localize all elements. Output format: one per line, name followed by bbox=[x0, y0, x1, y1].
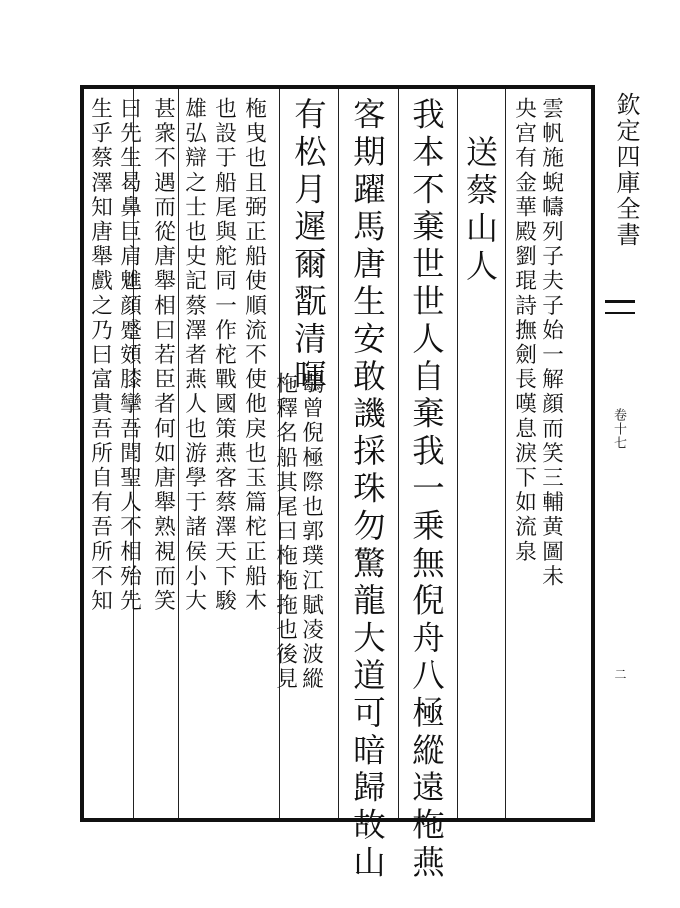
fishtail-mark bbox=[605, 300, 635, 303]
commentary-column: 柂釋名船其尾曰柂柂拖也後見 bbox=[272, 372, 298, 692]
column-rule bbox=[505, 89, 506, 818]
margin-leaf-mark: 二 bbox=[613, 668, 627, 681]
text-column: 有松月遲爾翫清暉 bbox=[289, 97, 328, 397]
commentary-column: 生乎蔡澤知唐舉戲之乃曰富貴吾所自有吾所不知 bbox=[87, 97, 113, 614]
text-column: 我本不棄世世人自棄我一乗無倪舟八極縱遠柂燕 bbox=[407, 97, 446, 883]
frame-bottom-border bbox=[80, 818, 595, 822]
column-rule bbox=[338, 89, 339, 818]
commentary-column: 柂曳也且弼正船使順流不使他戾也玉篇柁正船木 bbox=[241, 97, 267, 614]
commentary-column: 曰先生曷鼻巨肩魋顔蹙頞膝攣吾聞聖人不相殆先 bbox=[116, 97, 142, 614]
text-column: 雲帆施蜺幬列子夫子始一解顔而笑三輔黄圖未 bbox=[538, 97, 564, 589]
column-rule bbox=[178, 89, 179, 818]
text-column: 央宫有金華殿劉琨詩撫劍長嘆息淚下如流泉 bbox=[511, 97, 537, 565]
commentary-column: 雄弘辯之士也史記蔡澤者燕人也游學于諸侯小大 bbox=[181, 97, 207, 614]
commentary-column: 鶡曾倪極際也郭璞江賦凌波縱 bbox=[298, 372, 324, 692]
frame-right-border bbox=[591, 85, 595, 822]
commentary-column: 也設于船尾與舵同一作柁戰國策燕客蔡澤天下駿 bbox=[211, 97, 237, 614]
text-column: 客期躍馬唐生安敢譏採珠勿驚龍大道可暗歸故山 bbox=[348, 97, 387, 883]
commentary-column: 甚衆不遇而從唐舉相曰若臣者何如唐舉熟視而笑 bbox=[150, 97, 176, 614]
margin-book-title: 欽定四庫全書 bbox=[612, 92, 640, 248]
column-rule bbox=[457, 89, 458, 818]
column-rule bbox=[398, 89, 399, 818]
margin-volume: 卷十七 bbox=[611, 408, 626, 450]
fishtail-mark bbox=[605, 312, 635, 314]
frame-left-border bbox=[80, 85, 84, 822]
poem-title: 送蔡山人 bbox=[461, 135, 499, 287]
